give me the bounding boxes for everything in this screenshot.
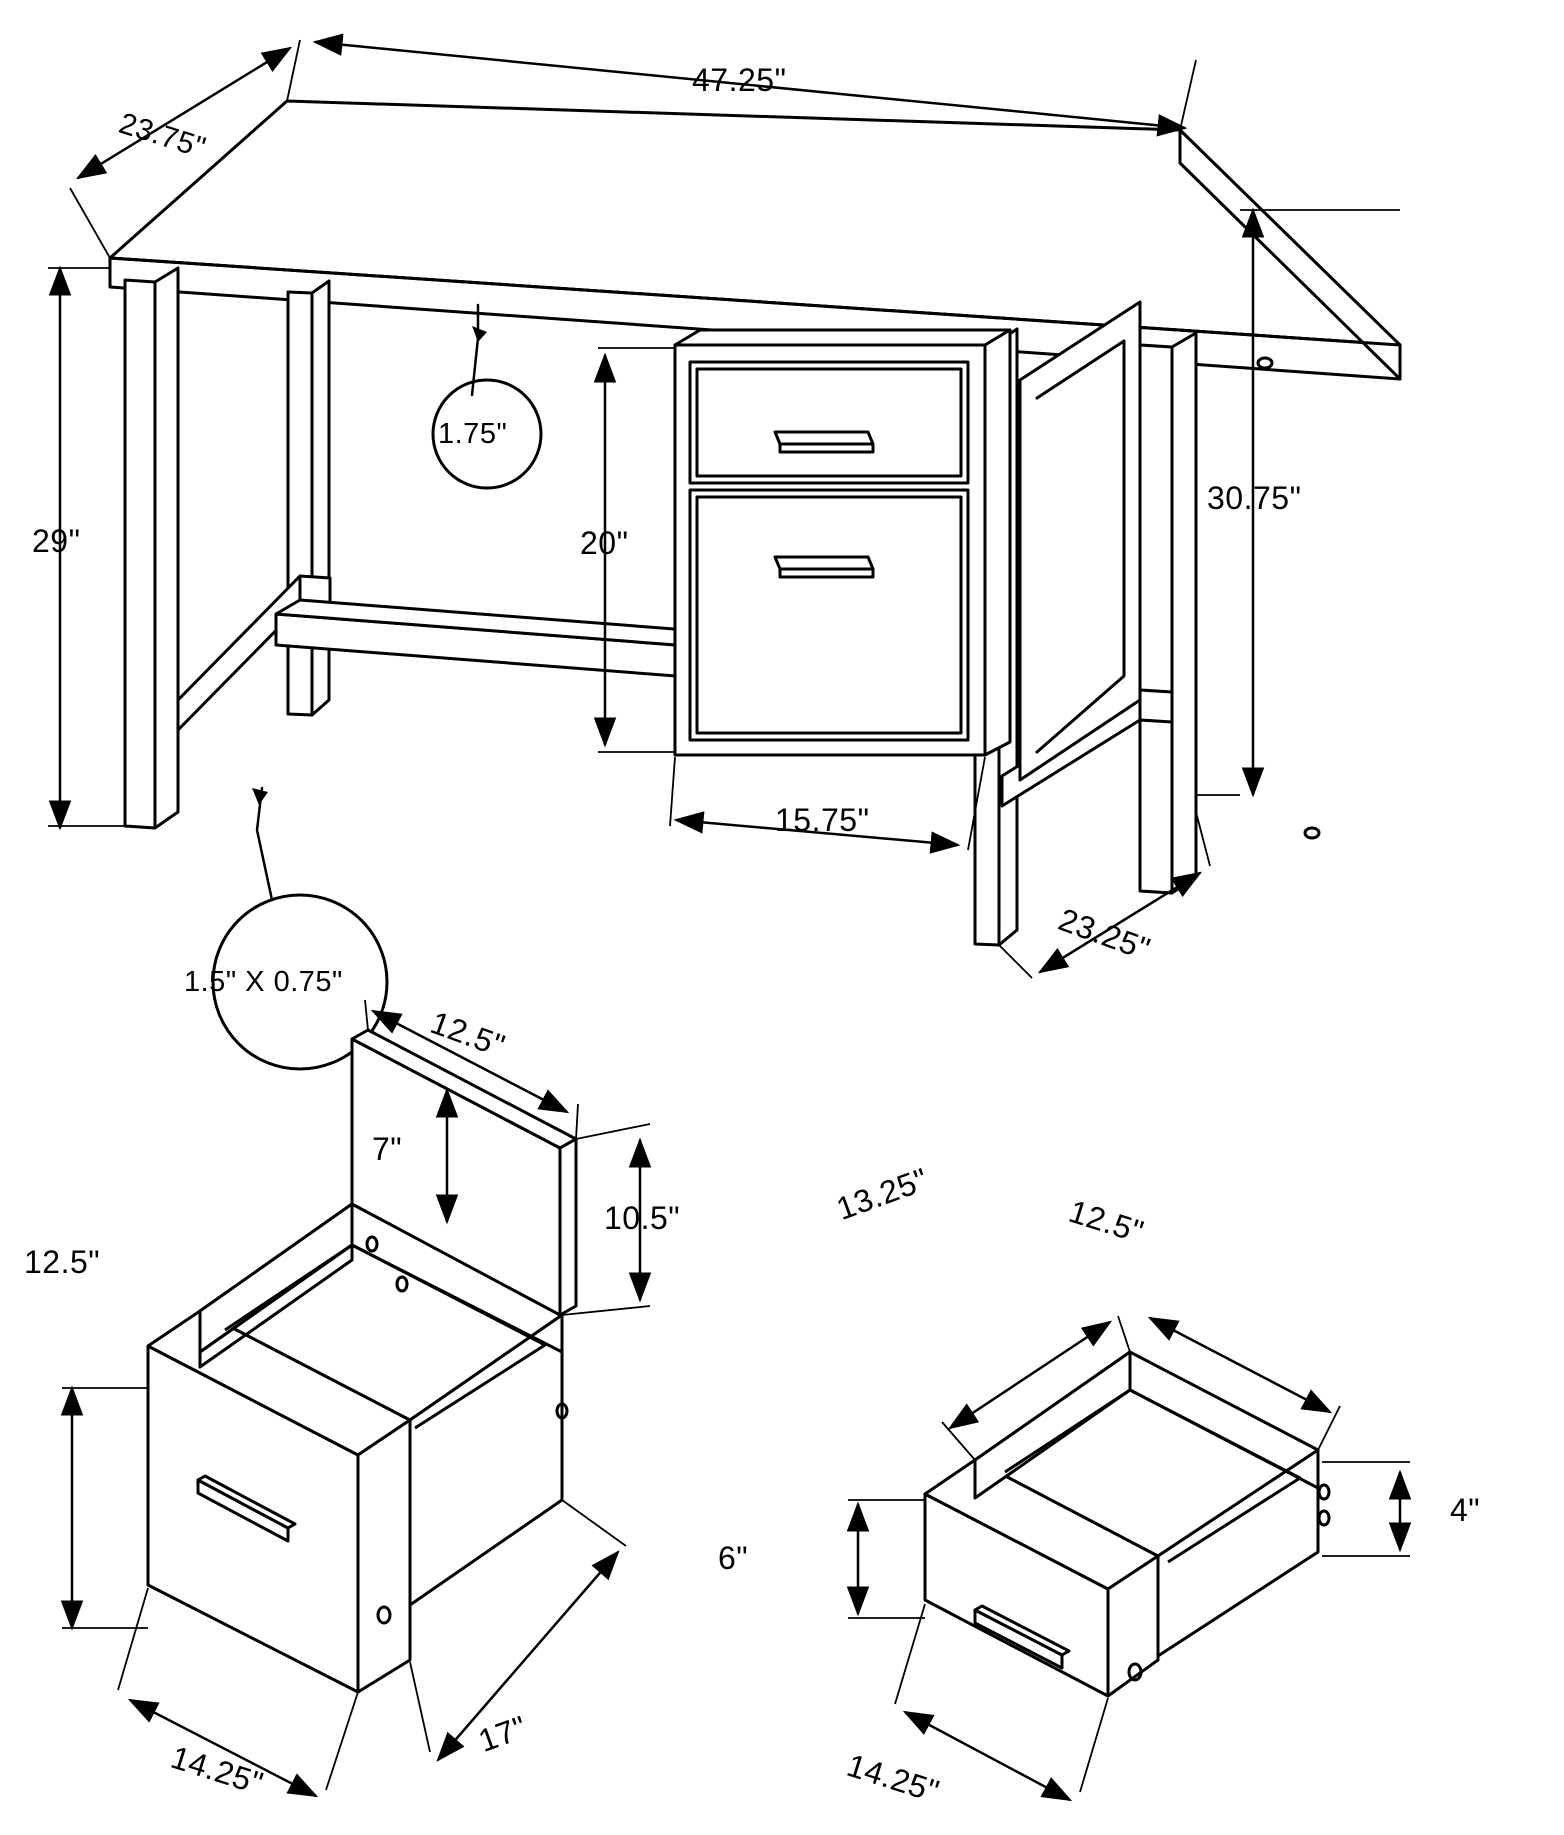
dimension-label-small-drawer-depth: 13.25"	[831, 1160, 933, 1227]
desk-geometry	[110, 101, 1400, 1069]
dimension-label-small-drawer-inner-height: 4"	[1450, 1492, 1481, 1528]
dimension-label-depth-top: 23.75"	[115, 106, 210, 165]
dimension-label-large-drawer-face-width: 14.25"	[166, 1738, 268, 1802]
dimension-label-small-drawer-inner-width: 12.5"	[1064, 1192, 1149, 1251]
dimension-label-large-drawer-divider-height: 7"	[372, 1131, 403, 1167]
dimension-label-small-drawer-face-height: 6"	[718, 1540, 749, 1576]
dimension-label-height-leg: 29"	[32, 523, 81, 559]
dimension-label-large-drawer-depth: 17"	[473, 1708, 532, 1759]
dimension-label-large-drawer-face-height: 12.5"	[24, 1244, 101, 1280]
dimension-label-base-depth: 23.25"	[1054, 901, 1156, 968]
callout-label-frame-profile: 1.5" X 0.75"	[184, 966, 343, 998]
dimension-label-large-drawer-inner-height: 10.5"	[604, 1200, 681, 1236]
callout-label-top-thickness: 1.75"	[438, 418, 508, 450]
dimension-label-small-drawer-face-width: 14.25"	[842, 1746, 944, 1810]
dimension-label-height-overall: 30.75"	[1207, 480, 1302, 516]
large-drawer-geometry	[148, 1030, 576, 1692]
dimension-label-drawer-unit-height: 20"	[580, 525, 629, 561]
dimension-label-width-top: 47.25"	[692, 62, 787, 98]
dimension-label-large-drawer-inner-width: 12.5"	[426, 1004, 510, 1064]
dimension-label-drawer-unit-width: 15.75"	[775, 802, 870, 838]
